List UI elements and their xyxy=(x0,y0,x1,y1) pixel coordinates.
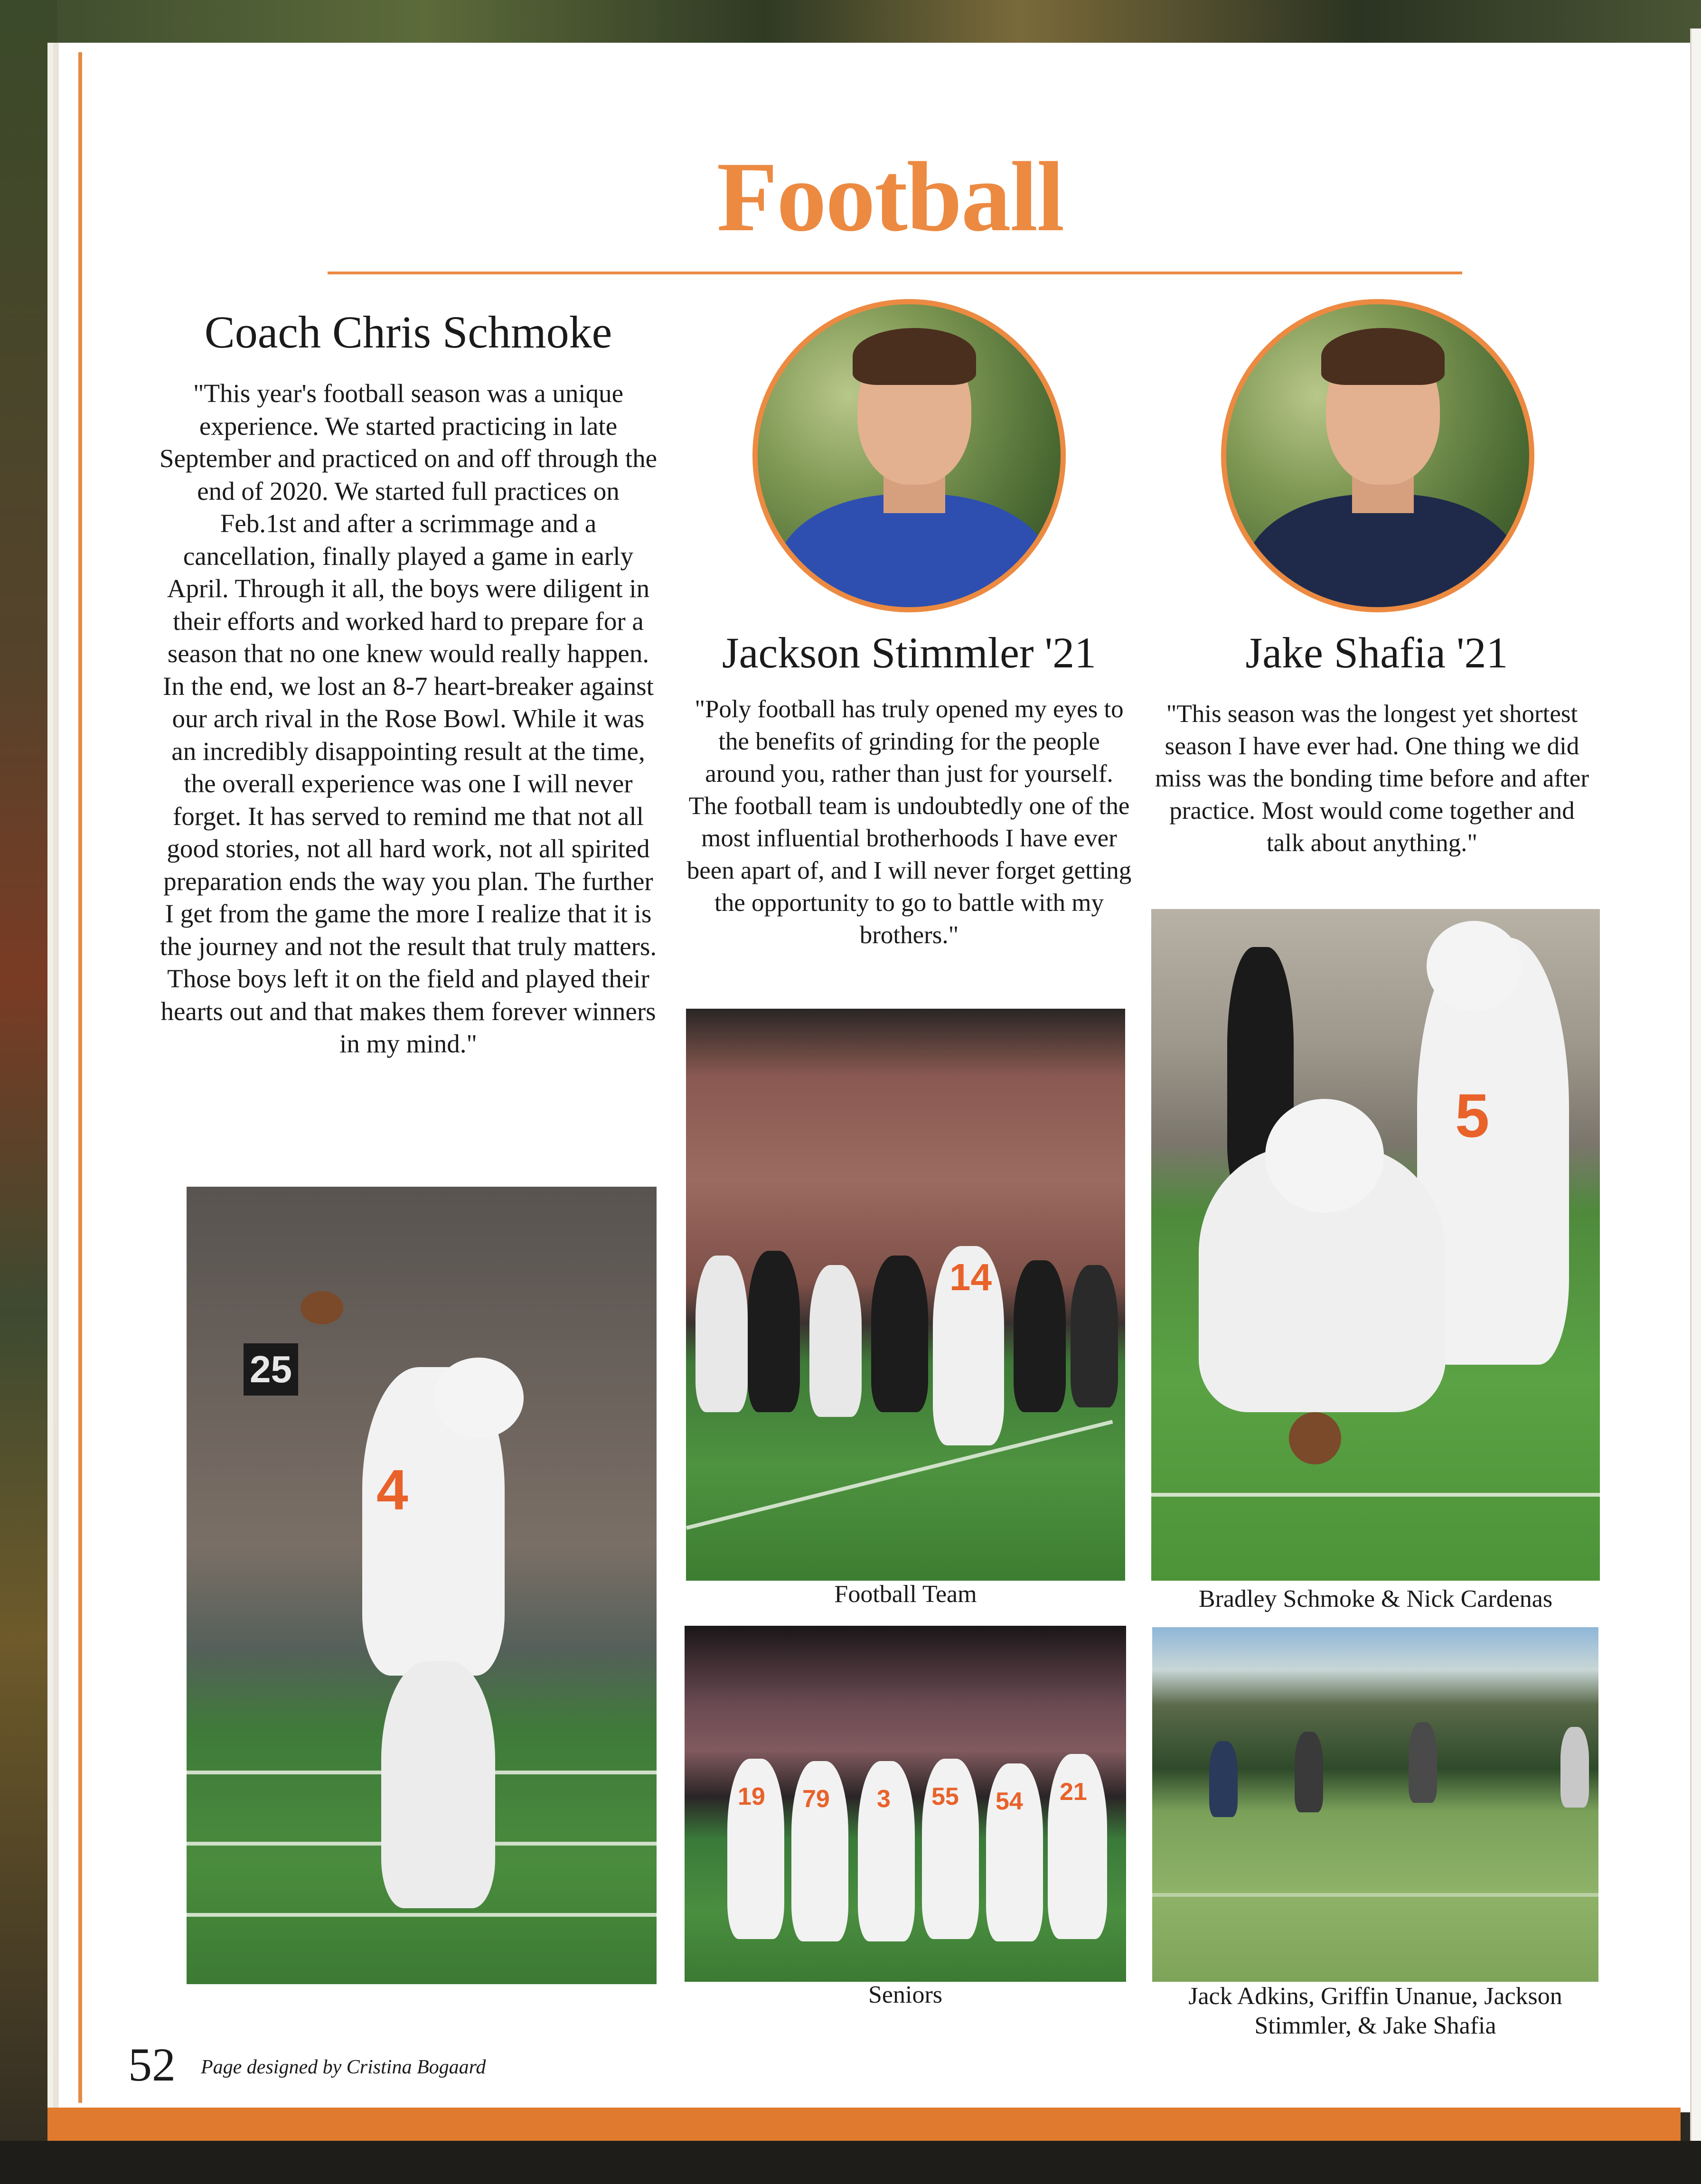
portrait-jackson-stimmler xyxy=(752,299,1066,612)
quarterback-helmet xyxy=(1427,921,1522,1011)
page-spine-line xyxy=(78,52,82,2103)
senior-jersey-number: 21 xyxy=(1060,1778,1087,1806)
senior-jersey-number: 3 xyxy=(877,1785,891,1813)
scan-background-top xyxy=(0,0,1701,43)
page-bottom-edge xyxy=(47,2108,1681,2141)
senior-jersey-number: 79 xyxy=(802,1785,830,1813)
player-name-shafia: Jake Shafia '21 xyxy=(1245,628,1508,677)
player xyxy=(1071,1265,1118,1407)
football xyxy=(1289,1412,1341,1464)
designer-credit: Page designed by Cristina Bogaard xyxy=(201,2056,486,2078)
runner xyxy=(1409,1722,1437,1803)
football xyxy=(301,1291,343,1324)
player xyxy=(1014,1260,1066,1412)
yard-line xyxy=(1151,1493,1600,1497)
photo-practice-sprint xyxy=(1152,1627,1598,1982)
photo-schmoke-cardenas xyxy=(1151,909,1600,1581)
player xyxy=(695,1256,748,1412)
receiver-jersey-number: 4 xyxy=(376,1458,408,1522)
scan-background-bottom xyxy=(0,2141,1701,2184)
photo-seniors xyxy=(685,1626,1126,1982)
title-divider xyxy=(328,272,1462,274)
center-helmet xyxy=(1265,1099,1384,1213)
team-jersey-number: 14 xyxy=(949,1256,992,1298)
portrait-hair xyxy=(1321,328,1445,385)
field-line xyxy=(1152,1893,1598,1897)
player-quote-shafia: "This season was the longest yet shortest season I have ever had. One thing we did miss was the bonding time before and after practice. Most would come together and talk about anything." xyxy=(1155,700,1589,857)
caption-practice: Jack Adkins, Griffin Unanue, Jackson Stimmler, & Jake Shafia xyxy=(1188,1983,1562,2039)
coach-quote: "This year's football season was a unique experience. We started practicing in late September and practiced on and off through the end of 2020. We started full practices on Feb.1st and after a scrimmage and a cancellation, finally played a game in early April. Through it all, the boys were diligent in their efforts and worked hard to prepare for a season that no one knew would really happen. In the end, we lost an 8-7 heart-breaker against our arch rival in the Rose Bowl. While it was an incredibly disappointing result at the time, the overall experience was one I will never forget. It has served to remind me that not all good stories, not all hard work, not all spirited preparation ends the way you plan. The further I get from the game the more I realize that it is the journey and not the result that truly matters. Those boys left it on the field and played their hearts out and that makes them forever winners in my mind." xyxy=(159,379,658,1058)
page-edge xyxy=(1690,28,1701,2150)
photo-football-team xyxy=(686,1009,1125,1581)
portrait-jake-shafia xyxy=(1221,299,1534,612)
senior-jersey-number: 19 xyxy=(738,1783,765,1810)
senior-jersey-number: 54 xyxy=(996,1788,1023,1815)
caption-football-team: Football Team xyxy=(834,1581,977,1608)
yard-line xyxy=(686,1420,1113,1530)
player xyxy=(871,1256,928,1412)
yard-line xyxy=(187,1913,657,1917)
page-title: Football xyxy=(716,142,1064,252)
runner xyxy=(1209,1741,1238,1817)
player xyxy=(809,1265,862,1417)
line-jersey-number: 5 xyxy=(1455,1081,1490,1150)
player xyxy=(748,1251,800,1412)
player-name-stimmler: Jackson Stimmler '21 xyxy=(722,628,1097,677)
coach-name: Coach Chris Schmoke xyxy=(204,307,612,357)
portrait-hair xyxy=(853,328,976,385)
runner xyxy=(1295,1732,1323,1812)
player-quote-stimmler: "Poly football has truly opened my eyes to the benefits of grinding for the people around you, rather than just for yourself. The football team is undoubtedly one of the most influential brotherhoods I have ever been apart of, and I will never forget getting the opportunity to go to battle with my brothers." xyxy=(686,695,1132,949)
stadium-scoreboard: 25 xyxy=(244,1343,298,1396)
receiver-helmet xyxy=(433,1358,524,1438)
senior-jersey-number: 55 xyxy=(931,1783,959,1810)
caption-schmoke-cardenas: Bradley Schmoke & Nick Cardenas xyxy=(1198,1585,1553,1612)
caption-seniors: Seniors xyxy=(868,1981,942,2008)
runner xyxy=(1560,1727,1589,1808)
photo-receiver-catch xyxy=(187,1187,657,1984)
page-number: 52 xyxy=(128,2038,176,2091)
receiver-legs xyxy=(381,1661,495,1908)
